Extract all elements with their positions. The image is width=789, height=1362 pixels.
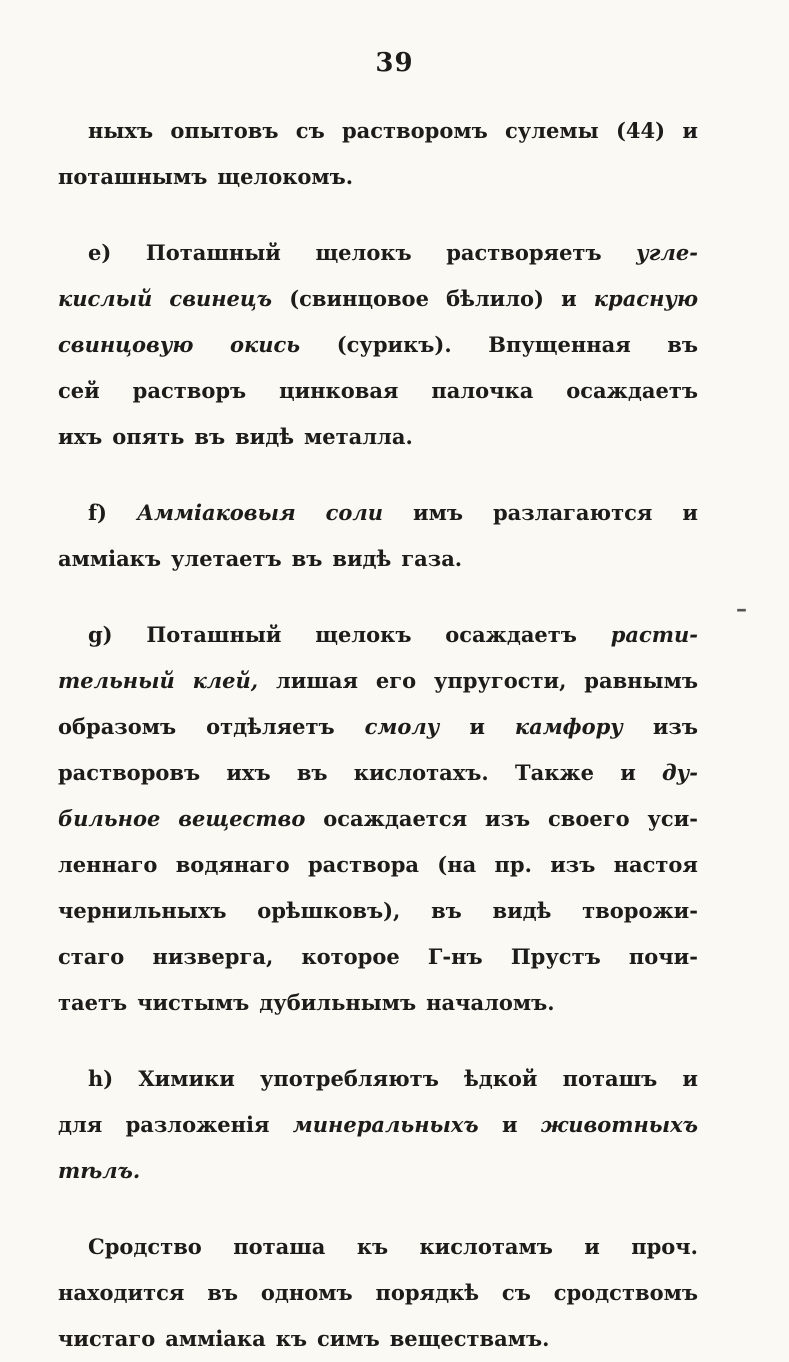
word: пр. [494,852,532,877]
paragraph [58,612,698,1026]
text-line [58,1102,698,1148]
word: растворъ [132,378,247,403]
word: e) [88,240,112,265]
word: аммiака [165,1326,266,1351]
italic-word: красную [593,286,698,311]
word: чернильныхъ [58,898,227,923]
word: симъ [316,1326,380,1351]
word: имъ [413,500,463,525]
italic-word: тельный [58,668,175,693]
word: которое [301,944,400,969]
word: своего [547,806,630,831]
paragraph-gap [58,200,698,230]
word: и [469,714,485,739]
word: опытовъ [170,118,279,143]
word: сулемы [504,118,599,143]
word: и [501,1112,518,1137]
word: стаго [58,944,125,969]
word: творожи- [582,898,698,923]
word: леннаго [58,852,158,877]
word: отдѣляетъ [206,714,335,739]
word: и [561,286,577,311]
italic-word: угле- [636,240,698,265]
word: Сродство [88,1234,202,1259]
paragraph [58,230,698,460]
word: раствора [308,852,419,877]
paragraph [58,1056,698,1194]
text-line [58,154,698,200]
word: палочка [431,378,534,403]
italic-word: камфору [514,714,623,739]
word: низверга, [152,944,274,969]
word: въ [296,760,328,785]
word: въ [431,898,462,923]
word: f) [88,500,107,525]
word: Химики [138,1066,235,1091]
word: поташа [233,1234,326,1259]
text-line [58,1148,698,1194]
word: началомъ. [426,990,555,1015]
text-line [58,888,698,934]
word: и [584,1234,600,1259]
word: кислотамъ [419,1234,553,1259]
word: бѣлило) [446,286,544,311]
text-line [58,276,698,322]
word: газа. [401,546,463,571]
word: чистымъ [137,990,250,1015]
italic-word: тѣлъ. [58,1158,141,1183]
italic-word: свинцовую [58,332,194,357]
text-line [58,1270,698,1316]
word: Г-нъ [427,944,483,969]
word: поташъ [562,1066,658,1091]
italic-word: соли [325,500,384,525]
paragraph-gap [58,1026,698,1056]
word: равнымъ [584,668,698,693]
text-line [58,230,698,276]
italic-word: вещество [178,806,306,831]
paragraph-gap [58,582,698,612]
word: таетъ [58,990,128,1015]
text-line [58,796,698,842]
italic-word: бильное [58,806,161,831]
word: лишая [275,668,359,693]
word: употребляютъ [259,1066,439,1091]
word: орѣшковъ), [257,898,401,923]
word: видѣ [332,546,392,571]
word: изъ [485,806,531,831]
text-line [58,368,698,414]
word: уси- [647,806,698,831]
word: ѣдкой [463,1066,538,1091]
word: его [375,668,417,693]
italic-word: окись [229,332,301,357]
text-line [58,1316,698,1362]
italic-word: смолу [364,714,440,739]
word: проч. [631,1234,698,1259]
italic-word: животныхъ [540,1112,698,1137]
word: (свинцовое [289,286,429,311]
text-line [58,108,698,154]
word: и [682,118,698,143]
italic-word: минеральныхъ [292,1112,479,1137]
word: Впущенная [488,332,631,357]
word: и [682,500,698,525]
word: чистаго [58,1326,156,1351]
text-line [58,704,698,750]
word: g) [88,622,113,647]
body-text [58,108,698,1362]
word: одномъ [260,1280,353,1305]
word: и [620,760,636,785]
text-line [58,1224,698,1270]
text-line [58,490,698,536]
italic-word: клей, [192,668,259,693]
word: осаждаетъ [445,622,577,647]
word: h) [88,1066,114,1091]
word: аммiакъ [58,546,161,571]
word: (сурикъ). [336,332,452,357]
word: изъ [550,852,596,877]
word: растворомъ [341,118,488,143]
italic-word: кислый [58,286,153,311]
word: ихъ [226,760,271,785]
italic-word: Аммiаковыя [136,500,296,525]
word: почи- [628,944,698,969]
word: сей [58,378,100,403]
word: металла. [304,424,413,449]
word: Поташный [146,622,282,647]
word: Поташный [145,240,281,265]
word: видѣ [492,898,552,923]
word: настоя [613,852,698,877]
text-line [58,536,698,582]
text-line [58,934,698,980]
word: для [58,1112,103,1137]
word: находится [58,1280,185,1305]
word: водянаго [175,852,290,877]
word: къ [356,1234,389,1259]
text-line [58,658,698,704]
word: разлагаются [492,500,653,525]
page-number: 39 [375,48,414,78]
word: упругости, [433,668,567,693]
word: поташнымъ [58,164,208,189]
word: сродствомъ [553,1280,698,1305]
italic-word: расти- [610,622,698,647]
word: цинковая [279,378,399,403]
word: въ [194,424,226,449]
italic-word: ду- [662,760,698,785]
text-line [58,612,698,658]
italic-word: свинецъ [169,286,273,311]
word: разложенiя [125,1112,270,1137]
text-line [58,1056,698,1102]
word: Прустъ [510,944,601,969]
word: опять [112,424,185,449]
word: дубильнымъ [259,990,417,1015]
word: въ [667,332,698,357]
word: щелокъ [315,240,412,265]
word: съ [501,1280,531,1305]
word: порядкѣ [375,1280,480,1305]
word: ихъ [58,424,103,449]
word: кислотахъ. [353,760,489,785]
word: осаждаетъ [566,378,698,403]
word: Также [514,760,594,785]
word: видѣ [235,424,295,449]
word: ныхъ [88,118,154,143]
word: (на [437,852,477,877]
word: въ [207,1280,238,1305]
paragraph [58,108,698,200]
word: щелокомъ. [217,164,354,189]
text-line [58,842,698,888]
word: (44) [615,118,666,143]
word: осаждается [323,806,468,831]
word: и [682,1066,698,1091]
text-line [58,414,698,460]
word: съ [295,118,325,143]
word: къ [275,1326,307,1351]
paragraph [58,490,698,582]
paragraph-gap [58,1194,698,1224]
paragraph [58,1224,698,1362]
text-line [58,322,698,368]
word: улетаетъ [170,546,282,571]
text-line [58,980,698,1026]
word: въ [291,546,323,571]
word: растворовъ [58,760,201,785]
word: растворяетъ [446,240,602,265]
margin-mark: – [736,596,747,622]
paragraph-gap [58,460,698,490]
word: веществамъ. [389,1326,550,1351]
word: изъ [652,714,698,739]
word: образомъ [58,714,177,739]
word: щелокъ [315,622,412,647]
text-line [58,750,698,796]
